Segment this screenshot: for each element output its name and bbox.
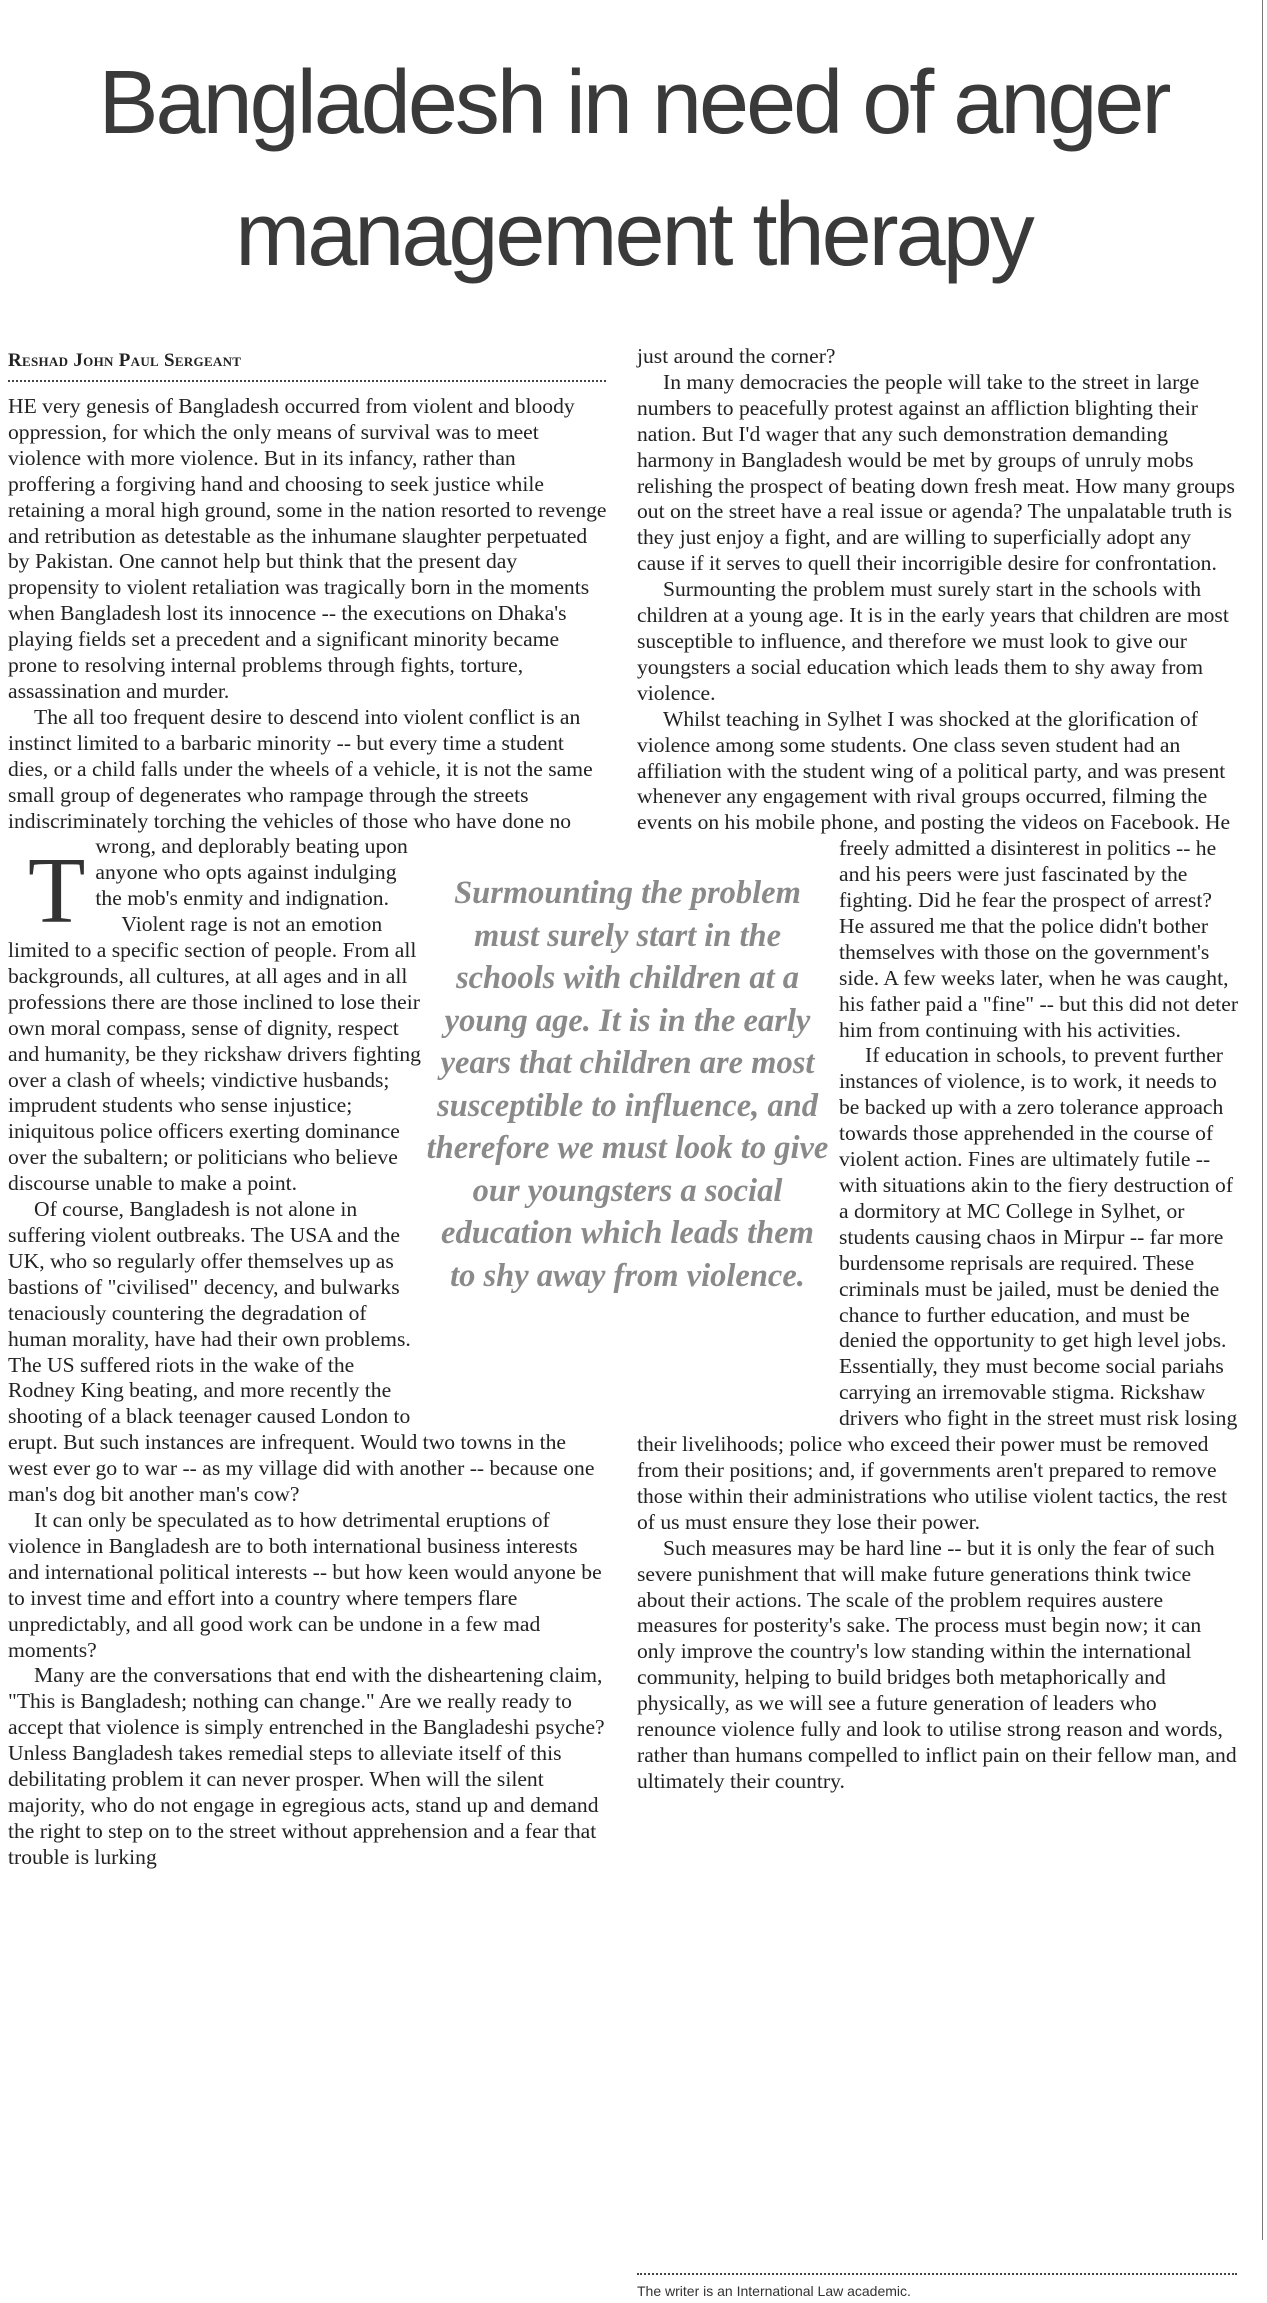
paragraph: In many democracies the people will take to the street in large numbers to peacefully protest against an affliction blighting their nation. But I'd wager that any such demonstration demanding harmony in Bangladesh would be met by groups of unruly mobs relishing the prospect of beating down fresh meat. How many groups out on the street have a real issue or agenda? The unpalatable truth is they just enjoy a fight, and are willing to superficially adopt any cause if it serves to quell their incorrigible desire for confrontation. [637, 369, 1235, 576]
paragraph: If education in schools, to prevent further instances of violence, is to work, it needs to be backed up with a zero tolerance approach towards those apprehended in the course of violent action. Fines are ultimately futile -- with situations akin to the fiery destruction of a dormitory at MC College in Sylhet, or students causing chaos in Mirpur -- far more burdensome reprisals are required. These criminals must be jailed, must be denied the chance to further education, and must be denied the opportunity to get high level jobs. Essentially, they must become social pariahs carrying an irremovable stigma. Rickshaw drivers who fight in the street must risk losing their livelihoods; police who exceed their power must be removed from their positions; and, if governments aren't prepared to remove those within their administrations who utilise violent tactics, the rest of us must ensure they lose their power. [637, 1043, 1238, 1534]
paragraph: Violent rage is not an emotion limited to a specific section of people. From all backgrounds, all cultures, at all ages and in all professions there are those inclined to lose their own moral compass, sense of dignity, respect and humanity, be they rickshaw drivers fighting over a clash of wheels; vindictive husbands; imprudent students who sense injustice; iniquitous police officers exerting dominance over the subaltern; or politicians who believe discourse unable to make a point. [8, 912, 421, 1196]
byline: Reshad John Paul Sergeant [8, 350, 242, 371]
paragraph: just around the corner? [637, 344, 836, 368]
byline-divider [8, 380, 606, 382]
paragraph: Such measures may be hard line -- but it is only the fear of such severe punishment that will make future generations think twice about their actions. The scale of the problem requires austere measures for posterity's sake. The process must begin now; it can only improve the country's low standing within the international community, helping to build bridges both metaphorically and physically, as we will see a future generation of leaders who renounce violence fully and look to utilise strong reason and words, rather than humans compelled to inflict pain on their fellow man, and ultimately their country. [637, 1535, 1237, 1793]
paragraph: It can only be speculated as to how detrimental eruptions of violence in Bangladesh are to both international business interests and international political interests -- but how keen would anyone be to invest time and effort into a country where tempers flare unpredictably, and all good work can be undone in a few mad moments? [8, 1507, 602, 1662]
paragraph: Many are the conversations that end with the disheartening claim, "This is Bangladesh; nothing can change." Are we really ready to accept that violence is simply entrenched in the Bangladeshi psyche? Unless Bangladesh takes remedial steps to alleviate itself of this debilitating problem it can never prosper. When will the silent majority, who do not engage in egregious acts, stand up and demand the right to step on to the street without apprehension and a fear that trouble is lurking [8, 1663, 605, 1869]
paragraph: The all too frequent desire to descend into violent conflict is an instinct limited to a barbaric minority -- but every time a student dies, or a child falls under the wheels of a vehicle, it is not the same small group of degenerates who rampage through the streets indiscriminately torching the vehicles of those who have done no wrong, and deplorably beating upon anyone who opts against indulging the mob's enmity and indignation. [8, 704, 593, 911]
paragraph: Surmounting the problem must surely start in the schools with children at a young age. It is in the early years that children are most susceptible to influence, and therefore we must look to give our youngsters a social education which leads them to shy away from violence. [637, 577, 1229, 705]
paragraph: Whilst teaching in Sylhet I was shocked at the glorification of violence among some students. One class seven student had an affiliation with the student wing of a political party, and was present whenever any engagement with rival groups occurred, filming the events on his mobile phone, and posting the videos on Facebook. He freely admitted a disinterest in politics -- he and his peers were just fascinated by the fighting. Did he fear the prospect of arrest? He assured me that the police didn't bother themselves with those on the government's side. A few weeks later, when he was caught, his father paid a "fine" -- but this did not deter him from continuing with his activities. [637, 706, 1239, 1042]
drop-cap: T [28, 839, 86, 943]
column-rule [1262, 0, 1263, 2240]
footer-divider [637, 2273, 1237, 2275]
author-note: The writer is an International Law academic. [637, 2283, 911, 2299]
headline-line-2: management therapy [235, 185, 1032, 285]
paragraph: Of course, Bangladesh is not alone in suffering violent outbreaks. The USA and the UK, who so regularly offer themselves up as bastions of "civilised" decency, and bulwarks tenaciously countering the degradation of human morality, have had their own problems. The US suffered riots in the wake of the Rodney King beating, and more recently the shooting of a black teenager caused London to erupt. But such instances are infrequent. Would two towns in the west ever go to war -- as my village did with another -- because one man's dog bit another man's cow? [8, 1197, 595, 1507]
pull-quote: Surmounting the problem must surely start in the schools with children at a young age. It is in the early years that children are most susceptible to influence, and therefore we must look to give our youngsters a social education which leads them to shy away from violence. [426, 875, 829, 1294]
headline-line-1: Bangladesh in need of anger [98, 53, 1169, 153]
paragraph-text: HE very genesis of Bangladesh occurred from violent and bloody oppression, for which the only means of survival was to meet violence with more violence. But in its infancy, rather than proffering a forgiving hand and choosing to seek justice while retaining a moral high ground, some in the nation resorted to revenge and retribution as detestable as the inhumane slaughter perpetuated by Pakistan. One cannot help but think that the present day propensity to violent retaliation was tragically born in the moments when Bangladesh lost its innocence -- the executions on Dhaka's playing fields set a precedent and a significant minority became prone to resolving internal problems through fights, torture, assassination and murder. [8, 394, 607, 703]
